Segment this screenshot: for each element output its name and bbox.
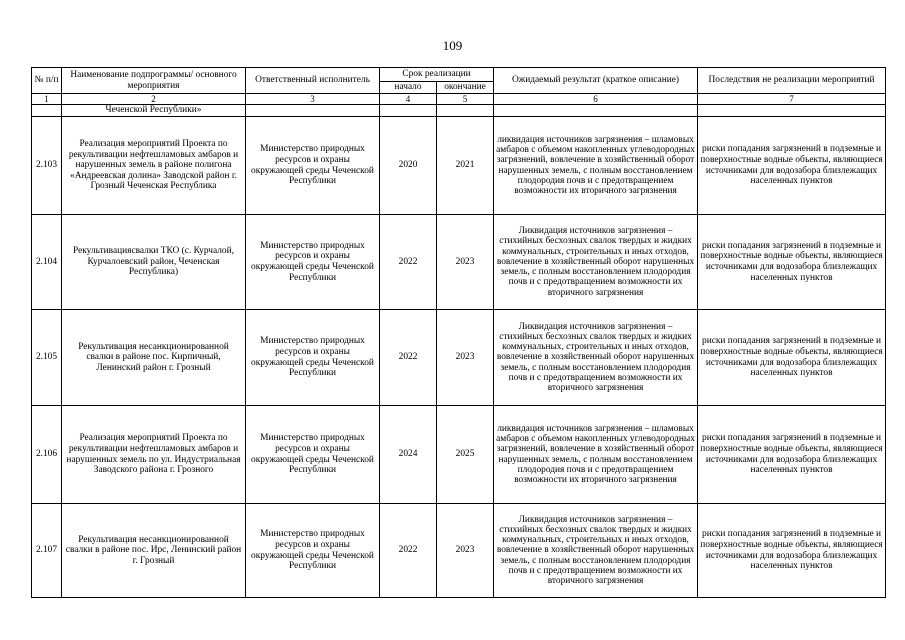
row-result: Ликвидация источников загрязнения – стихийных бесхозных свалок твердых и жидких коммунальных, строительных и иных отходов, вовлечение в хозяйственный оборот нарушенных земель, с полным восстановлением плодородия почв и с предотвращением возможности их вторичного загрязнения xyxy=(494,504,698,598)
header-row xyxy=(32,68,886,82)
row-consequence: риски попадания загрязнений в подземные и поверхностные водные объекты, являющиеся источниками для водозабора близлежащих населенных пунктов xyxy=(698,215,886,310)
row-executor: Министерство природных ресурсов и охраны окружающей среды Чеченской Республики xyxy=(246,215,380,310)
table-row xyxy=(32,215,886,310)
row-executor: Министерство природных ресурсов и охраны окружающей среды Чеченской Республики xyxy=(246,117,380,215)
row-consequence: риски попадания загрязнений в подземные и поверхностные водные объекты, являющиеся источниками для водозабора близлежащих населенных пунктов xyxy=(698,117,886,215)
header-name: Наименование подпрограммы/ основного мероприятия xyxy=(62,68,246,94)
column-number: 1 xyxy=(32,94,62,105)
row-number: 2.103 xyxy=(32,117,62,215)
header-consequences: Последствия не реализации мероприятий xyxy=(698,68,886,94)
table-row xyxy=(32,406,886,504)
row-end: 2025 xyxy=(437,406,494,504)
row-number: 2.106 xyxy=(32,406,62,504)
row-consequence: риски попадания загрязнений в подземные и поверхностные водные объекты, являющиеся источниками для водозабора близлежащих населенных пунктов xyxy=(698,310,886,406)
row-end: 2023 xyxy=(437,310,494,406)
row-number: 2.105 xyxy=(32,310,62,406)
row-start: 2022 xyxy=(380,504,437,598)
row-start: 2024 xyxy=(380,406,437,504)
row-name: Реализация мероприятий Проекта по рекультивации нефтешламовых амбаров и нарушенных земель в районе полигона «Андреевская долина» Заводской район г. Грозный Чеченская Республика xyxy=(62,117,246,215)
row-start: 2020 xyxy=(380,117,437,215)
row-consequence: риски попадания загрязнений в подземные и поверхностные водные объекты, являющиеся источниками для водозабора близлежащих населенных пунктов xyxy=(698,504,886,598)
row-end: 2021 xyxy=(437,117,494,215)
row-result: Ликвидация источников загрязнения – стихийных бесхозных свалок твердых и жидких коммунальных, строительных и иных отходов, вовлечение в хозяйственный оборот нарушенных земель, с полным восстановлением плодородия почв и с предотвращением возможности их вторичного загрязнения xyxy=(494,310,698,406)
row-result: ликвидация источников загрязнения – шламовых амбаров с объемом накопленных углеводородных загрязнений, вовлечение в хозяйственный оборот нарушенных земель, с полным восстановлением плодородия почв и с предотвращением возможности их вторичного загрязнения xyxy=(494,406,698,504)
table-row xyxy=(32,310,886,406)
header-num: № п/п xyxy=(32,68,62,94)
header-executor: Ответственный исполнитель xyxy=(246,68,380,94)
row-number: 2.104 xyxy=(32,215,62,310)
header-period: Срок реализации xyxy=(380,68,494,82)
row-result: Ликвидация источников загрязнения – стихийных бесхозных свалок твердых и жидких коммунальных, строительных и иных отходов, вовлечение в хозяйственный оборот нарушенных земель, с полным восстановлением плодородия почв и с предотвращением возможности их вторичного загрязнения xyxy=(494,215,698,310)
row-end: 2023 xyxy=(437,504,494,598)
column-number: 6 xyxy=(494,94,698,105)
page-number: 109 xyxy=(442,38,463,53)
row-executor: Министерство природных ресурсов и охраны окружающей среды Чеченской Республики xyxy=(246,504,380,598)
column-number: 3 xyxy=(246,94,380,105)
row-result: ликвидация источников загрязнения – шламовых амбаров с объемом накопленных углеводородных загрязнений, вовлечение в хозяйственный оборот нарушенных земель, с полным восстановлением плодородия почв и с предотвращением возможности их вторичного загрязнения xyxy=(494,117,698,215)
row-name: Реализация мероприятий Проекта по рекультивации нефтешламовых амбаров и нарушенных земель по ул. Индустриальная Заводского района г. Грозного xyxy=(62,406,246,504)
header-start: начало xyxy=(380,82,437,94)
column-number: 4 xyxy=(380,94,437,105)
row-name: Рекультивация несанкционированной свалки в районе пос. Ирс, Ленинский район г. Грозный xyxy=(62,504,246,598)
continuation-row xyxy=(32,105,886,117)
column-number: 2 xyxy=(62,94,246,105)
column-number: 7 xyxy=(698,94,886,105)
row-end: 2023 xyxy=(437,215,494,310)
program-table xyxy=(31,67,886,598)
column-number-row xyxy=(32,94,886,105)
row-number: 2.107 xyxy=(32,504,62,598)
row-start: 2022 xyxy=(380,215,437,310)
continuation-text: Чеченской Республики» xyxy=(62,105,246,117)
column-number: 5 xyxy=(437,94,494,105)
table-row xyxy=(32,504,886,598)
row-executor: Министерство природных ресурсов и охраны окружающей среды Чеченской Республики xyxy=(246,310,380,406)
row-executor: Министерство природных ресурсов и охраны окружающей среды Чеченской Республики xyxy=(246,406,380,504)
row-consequence: риски попадания загрязнений в подземные и поверхностные водные объекты, являющиеся источниками для водозабора близлежащих населенных пунктов xyxy=(698,406,886,504)
row-start: 2022 xyxy=(380,310,437,406)
header-end: окончание xyxy=(437,82,494,94)
row-name: Рекультивация несанкционированной свалки в районе пос. Кирпичный, Ленинский район г. Грозный xyxy=(62,310,246,406)
row-name: Рекультивациясвалки ТКО (с. Курчалой, Курчалоевский район, Чеченская Республика) xyxy=(62,215,246,310)
table-row xyxy=(32,117,886,215)
header-result: Ожидаемый результат (краткое описание) xyxy=(494,68,698,94)
